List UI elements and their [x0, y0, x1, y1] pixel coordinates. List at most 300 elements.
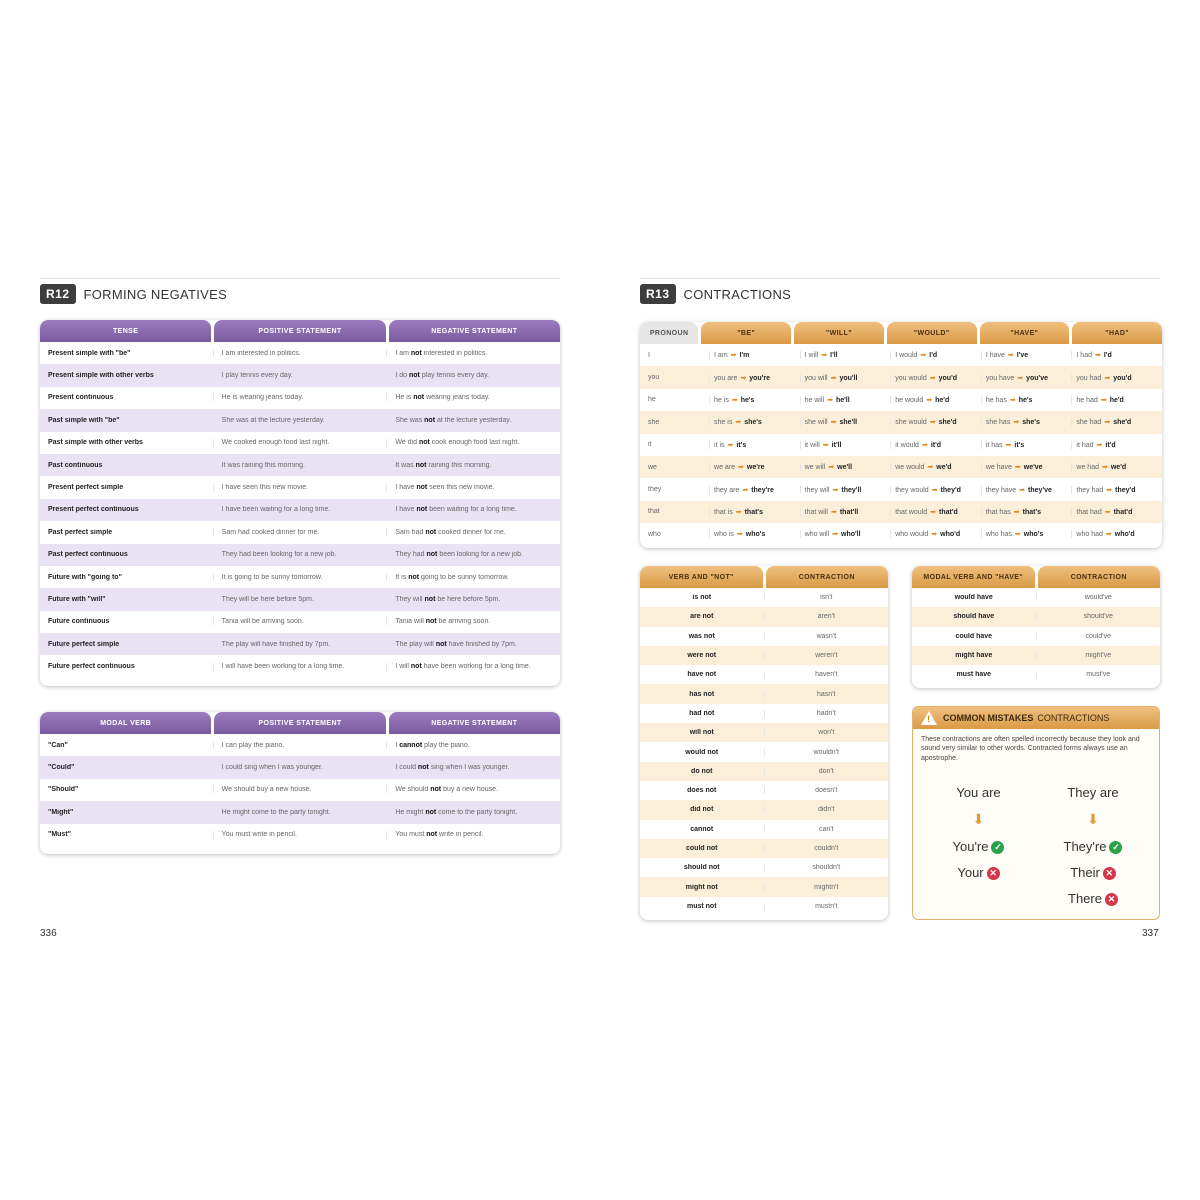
- correct-youre: [941, 839, 1016, 854]
- verb-form: could not: [686, 845, 718, 852]
- header-contraction: CONTRACTION: [1038, 566, 1161, 588]
- arrow-right-icon: ➡: [1104, 508, 1111, 516]
- table-row: [640, 523, 1162, 545]
- verb-form: might have: [955, 652, 993, 660]
- table-row: [40, 364, 560, 386]
- contraction-cell: [890, 486, 981, 494]
- contracted-form: she's: [1022, 419, 1040, 427]
- full-form: it had: [1076, 441, 1094, 449]
- table-row: [40, 342, 560, 364]
- contracted-form: I'm: [739, 352, 750, 360]
- full-form: he has: [985, 396, 1007, 404]
- contraction-cell: [1071, 486, 1162, 494]
- verb-form: would not: [685, 748, 719, 756]
- contraction-cell: [981, 396, 1072, 404]
- negation-word: not: [426, 551, 438, 559]
- contracted-form: he'll: [835, 396, 850, 404]
- full-form: she had: [1076, 419, 1102, 427]
- contraction-cell: [709, 396, 800, 404]
- table-row: [640, 501, 1162, 523]
- contracted-form: it's: [736, 441, 747, 449]
- full-form: they had: [1076, 486, 1104, 494]
- contracted-form: she'll: [839, 419, 858, 427]
- contraction: mustn't: [764, 903, 889, 910]
- negation-word: not: [408, 372, 420, 380]
- section-code: R13: [640, 284, 676, 304]
- contraction-cell: [800, 463, 891, 471]
- verb-form: was not: [688, 632, 715, 640]
- full-form: you had: [1076, 374, 1102, 382]
- positive-statement: I have been waiting for a long time.: [213, 506, 387, 513]
- arrow-right-icon: ➡: [920, 352, 927, 360]
- negation-word: not: [410, 349, 422, 357]
- contraction-cell: [890, 463, 981, 471]
- table-row: [40, 432, 560, 454]
- verb-form: cannot: [690, 825, 714, 833]
- arrow-right-icon: ➡: [738, 464, 744, 472]
- contractions-table: [640, 322, 1162, 548]
- arrow-right-icon: ➡: [740, 374, 747, 382]
- contracted-form: who'd: [1114, 531, 1135, 539]
- warning-icon: !: [921, 711, 937, 725]
- negation-word: not: [424, 595, 436, 603]
- table-row: [912, 627, 1160, 646]
- full-form: we are: [714, 464, 736, 472]
- positive-statement: You must write in pencil.: [213, 831, 387, 838]
- verb-form: could have: [955, 632, 993, 640]
- pronoun: they: [648, 486, 662, 494]
- table-header: [40, 320, 560, 342]
- contraction-cell: [709, 351, 800, 359]
- contracted-form: she'd: [938, 419, 957, 427]
- contraction-cell: [1071, 530, 1162, 538]
- positive-statement: I will have been working for a long time.: [213, 663, 387, 670]
- contraction-cell: [709, 463, 800, 471]
- verb-form: must not: [686, 902, 717, 910]
- contraction-cell: [800, 396, 891, 404]
- pronoun: he: [648, 396, 656, 404]
- arrow-right-icon: ➡: [1013, 419, 1020, 427]
- full-form: I had: [1076, 352, 1092, 360]
- negation-word: not: [416, 484, 428, 492]
- contraction: could've: [1036, 633, 1161, 640]
- negative-statement: I will not have been working for a long time.: [386, 663, 560, 670]
- header-modal-verb: MODAL VERB: [40, 712, 211, 734]
- contracted-form: that'd: [939, 508, 958, 516]
- full-form: who will: [804, 531, 830, 539]
- contraction: shouldn't: [764, 864, 889, 871]
- arrow-right-icon: ➡: [827, 396, 833, 404]
- full-form: we will: [804, 464, 826, 472]
- arrow-right-icon: ➡: [821, 352, 828, 360]
- negative-statement: I cannot play the piano.: [386, 742, 560, 749]
- wrong-there: [1053, 891, 1133, 906]
- full-form: I would: [895, 352, 918, 360]
- header-positive: POSITIVE STATEMENT: [214, 320, 385, 342]
- contraction: might've: [1036, 652, 1161, 659]
- negative-statement: You must not write in pencil.: [386, 831, 560, 838]
- contraction: can't: [764, 826, 889, 833]
- wrong-word: Your: [957, 865, 984, 880]
- table-row: [40, 521, 560, 543]
- row-label: Future continuous: [48, 618, 110, 626]
- full-form: she will: [804, 419, 828, 427]
- arrow-right-icon: ➡: [1100, 396, 1107, 404]
- contracted-form: that's: [744, 508, 763, 516]
- row-label: Present perfect continuous: [48, 506, 139, 514]
- full-form: it will: [804, 441, 820, 449]
- full-form: it has: [985, 441, 1003, 449]
- arrow-right-icon: ➡: [931, 486, 938, 494]
- negation-word: not: [408, 573, 420, 581]
- arrow-right-icon: ➡: [822, 441, 829, 449]
- contracted-form: who'd: [940, 531, 961, 539]
- contraction-cell: [981, 418, 1072, 426]
- full-form: that has: [985, 508, 1011, 516]
- contraction-cell: [981, 508, 1072, 516]
- table-row: [40, 387, 560, 409]
- row-label: "Must": [48, 831, 71, 839]
- positive-statement: We cooked enough food last night.: [213, 439, 387, 446]
- table-row: [640, 762, 888, 781]
- contraction: hasn't: [764, 691, 889, 698]
- header-would: "WOULD": [887, 322, 977, 344]
- contraction-cell: [800, 441, 891, 449]
- arrow-right-icon: ➡: [930, 508, 937, 516]
- arrow-right-icon: ➡: [927, 464, 934, 472]
- full-form: they would: [895, 486, 929, 494]
- table-row: [40, 756, 560, 778]
- table-row: [40, 779, 560, 801]
- contraction-cell: [709, 374, 800, 382]
- negative-statement: She was not at the lecture yesterday.: [386, 417, 560, 424]
- contracted-form: I've: [1016, 352, 1029, 360]
- contraction-cell: [890, 418, 981, 426]
- negative-statement: We did not cook enough food last night.: [386, 439, 560, 446]
- contracted-form: I'd: [1103, 352, 1112, 360]
- negation-word: not: [413, 394, 425, 402]
- contraction-cell: [981, 530, 1072, 538]
- section-title: FORMING NEGATIVES: [83, 286, 228, 302]
- contraction: wouldn't: [764, 749, 889, 756]
- table-row: [40, 633, 560, 655]
- table-row: [640, 588, 888, 607]
- arrow-right-icon: ➡: [832, 486, 839, 494]
- table-row: [40, 544, 560, 566]
- contraction: would've: [1036, 594, 1161, 601]
- full-form: we would: [895, 464, 925, 472]
- wrong-word: There: [1068, 891, 1102, 906]
- negation-word: not: [425, 808, 437, 816]
- contracted-form: he'd: [935, 396, 950, 404]
- arrow-right-icon: ➡: [1014, 531, 1021, 539]
- contraction: should've: [1036, 613, 1161, 620]
- arrow-right-icon: ➡: [742, 486, 749, 494]
- contraction-cell: [1071, 351, 1162, 359]
- table-row: [640, 820, 888, 839]
- positive-statement: Sam had cooked dinner for me.: [213, 529, 387, 536]
- arrow-right-icon: ➡: [830, 419, 837, 427]
- arrow-right-icon: ➡: [727, 441, 734, 449]
- contracted-form: you're: [749, 374, 770, 382]
- verb-form: will not: [689, 729, 714, 737]
- pronoun: you: [648, 374, 660, 382]
- phrase-you-are: You are: [956, 785, 1001, 800]
- negative-statement: I am not interested in politics.: [386, 350, 560, 357]
- contracted-form: they're: [751, 486, 774, 494]
- contraction-cell: [800, 418, 891, 426]
- header-modal-have: MODAL VERB AND "HAVE": [912, 566, 1035, 588]
- negative-statement: He might not come to the party tonight.: [386, 809, 560, 816]
- full-form: that is: [714, 508, 733, 516]
- negation-word: not: [425, 618, 437, 626]
- modal-verb-table: [40, 712, 560, 854]
- contraction-cell: [890, 508, 981, 516]
- contraction: doesn't: [764, 787, 889, 794]
- contracted-form: that'll: [839, 508, 859, 516]
- common-mistakes-header: [913, 707, 1159, 729]
- contracted-form: you've: [1026, 374, 1049, 382]
- header-tense: TENSE: [40, 320, 211, 342]
- table-row: [640, 665, 888, 684]
- negative-statement: I have not been waiting for a long time.: [386, 506, 560, 513]
- contracted-form: she'd: [1113, 419, 1132, 427]
- contraction: didn't: [764, 806, 889, 813]
- row-label: Present simple with "be": [48, 349, 131, 357]
- pronoun: it: [648, 441, 652, 449]
- arrow-right-icon: ➡: [1017, 374, 1024, 382]
- contraction-cell: [1071, 418, 1162, 426]
- verb-form: had not: [689, 709, 715, 717]
- contraction: don't: [764, 768, 889, 775]
- table-row: [40, 824, 560, 846]
- full-form: she is: [714, 419, 733, 427]
- negative-statement: They will not be here before 5pm.: [386, 596, 560, 603]
- header-verb-not: VERB AND "NOT": [640, 566, 763, 588]
- full-form: she would: [895, 419, 927, 427]
- negative-statement: It is not going to be sunny tomorrow.: [386, 574, 560, 581]
- arrow-right-icon: ➡: [735, 419, 742, 427]
- table-row: [912, 646, 1160, 665]
- contraction-cell: [981, 351, 1072, 359]
- contraction-cell: [709, 441, 800, 449]
- arrow-right-icon: ➡: [1096, 441, 1103, 449]
- full-form: he will: [804, 396, 825, 404]
- positive-statement: We should buy a new house.: [213, 786, 387, 793]
- table-header: [912, 566, 1160, 588]
- header-negative: NEGATIVE STATEMENT: [389, 712, 560, 734]
- table-row: [640, 344, 1162, 366]
- modal-have-table: [912, 566, 1160, 688]
- full-form: I will: [804, 352, 819, 360]
- positive-statement: He is wearing jeans today.: [213, 394, 387, 401]
- positive-statement: It is going to be sunny tomorrow.: [213, 574, 387, 581]
- verb-form: did not: [690, 806, 714, 814]
- contraction-cell: [800, 530, 891, 538]
- table-row: [640, 411, 1162, 433]
- contracted-form: I'd: [929, 352, 938, 360]
- arrow-right-icon: ➡: [731, 396, 738, 404]
- row-label: Past simple with other verbs: [48, 439, 143, 447]
- header-contraction: CONTRACTION: [766, 566, 889, 588]
- contraction-cell: [709, 508, 800, 516]
- contraction: won't: [764, 729, 889, 736]
- section-code: R12: [40, 284, 76, 304]
- arrow-right-icon: ➡: [1101, 464, 1108, 472]
- contracted-form: they'd: [1115, 486, 1136, 494]
- full-form: he had: [1076, 396, 1098, 404]
- row-label: "Could": [48, 764, 75, 772]
- full-form: you are: [714, 374, 738, 382]
- verb-not-table: [640, 566, 888, 920]
- contraction: haven't: [764, 671, 889, 678]
- contraction-cell: [890, 351, 981, 359]
- table-row: [640, 897, 888, 916]
- arrow-right-icon: ➡: [1019, 486, 1026, 494]
- full-form: they will: [804, 486, 830, 494]
- contracted-form: who's: [745, 531, 766, 539]
- negative-statement: It was not raining this morning.: [386, 462, 560, 469]
- section-header-r13: [640, 282, 1160, 306]
- arrow-right-icon: ➡: [1106, 486, 1113, 494]
- section-title: CONTRACTIONS: [683, 286, 792, 302]
- pronoun: I: [648, 351, 650, 359]
- arrow-right-icon: ➡: [926, 396, 933, 404]
- verb-form: have not: [687, 671, 717, 679]
- contracted-form: it'll: [831, 441, 842, 449]
- full-form: they have: [985, 486, 1017, 494]
- wrong-your: [941, 865, 1016, 880]
- contracted-form: I'll: [830, 352, 838, 360]
- verb-form: are not: [690, 613, 714, 621]
- full-form: that would: [895, 508, 928, 516]
- contracted-form: you'd: [1113, 374, 1132, 382]
- row-label: "Can": [48, 741, 68, 749]
- full-form: I am: [714, 352, 728, 360]
- negative-statement: He is not wearing jeans today.: [386, 394, 560, 401]
- contraction-cell: [800, 351, 891, 359]
- full-form: we had: [1076, 464, 1099, 472]
- header-pronoun: PRONOUN: [640, 322, 698, 344]
- row-label: Future perfect continuous: [48, 663, 135, 671]
- contracted-form: they've: [1028, 486, 1052, 494]
- contraction-cell: [709, 486, 800, 494]
- contraction: couldn't: [764, 845, 889, 852]
- row-label: Past perfect simple: [48, 528, 113, 536]
- contracted-form: we'd: [936, 464, 952, 472]
- full-form: that had: [1076, 508, 1102, 516]
- row-label: Past perfect continuous: [48, 551, 128, 559]
- contracted-form: they'd: [940, 486, 961, 494]
- contraction-cell: [1071, 508, 1162, 516]
- contracted-form: you'd: [938, 374, 958, 382]
- table-row: [640, 627, 888, 646]
- contraction-cell: [890, 374, 981, 382]
- contraction: must've: [1036, 671, 1161, 678]
- full-form: you would: [895, 374, 927, 382]
- positive-statement: I am interested in politics.: [213, 350, 387, 357]
- arrow-right-icon: ➡: [1104, 374, 1111, 382]
- contracted-form: it'd: [1105, 441, 1116, 449]
- positive-statement: I play tennis every day.: [213, 372, 387, 379]
- header-had: "HAD": [1072, 322, 1162, 344]
- header-will: "WILL": [794, 322, 884, 344]
- verb-form: should not: [683, 864, 720, 872]
- verb-form: were not: [687, 652, 717, 660]
- cross-icon: ✕: [1103, 867, 1116, 880]
- table-row: [640, 434, 1162, 456]
- table-row: [40, 476, 560, 498]
- table-row: [640, 607, 888, 626]
- pronoun: we: [648, 463, 657, 471]
- table-row: [40, 611, 560, 633]
- negation-word: not: [410, 663, 422, 671]
- table-row: [640, 839, 888, 858]
- verb-form: is not: [692, 594, 712, 602]
- contracted-form: we'll: [837, 464, 853, 472]
- verb-form: must have: [956, 671, 992, 679]
- arrow-right-icon: ➡: [832, 531, 839, 539]
- full-form: it would: [895, 441, 919, 449]
- contracted-form: she's: [744, 419, 762, 427]
- row-label: "Might": [48, 808, 74, 816]
- table-row: [640, 742, 888, 761]
- check-icon: ✓: [991, 841, 1004, 854]
- arrow-down-icon: ⬇: [1087, 811, 1099, 827]
- arrow-right-icon: ➡: [1105, 531, 1112, 539]
- row-label: Present simple with other verbs: [48, 372, 154, 380]
- contraction: mightn't: [764, 884, 889, 891]
- verb-form: has not: [689, 690, 715, 698]
- negation-word: not: [417, 764, 429, 772]
- negation-word: not: [430, 786, 442, 794]
- negative-statement: The play will not have finished by 7pm.: [386, 641, 560, 648]
- negation-word: not: [424, 416, 436, 424]
- negation-word: not: [415, 461, 427, 469]
- contraction-cell: [800, 508, 891, 516]
- contraction-cell: [1071, 374, 1162, 382]
- full-form: that will: [804, 508, 828, 516]
- arrow-right-icon: ➡: [921, 441, 928, 449]
- contracted-form: it's: [1014, 441, 1025, 449]
- table-row: [640, 684, 888, 703]
- cross-icon: ✕: [1105, 893, 1118, 906]
- header-be: "BE": [701, 322, 791, 344]
- contraction-cell: [1071, 463, 1162, 471]
- table-header: [640, 566, 888, 588]
- table-row: [640, 800, 888, 819]
- contracted-form: who's: [1023, 531, 1044, 539]
- mistakes-description: These contractions are often spelled incorrectly because they look and sound very similar to other words. Contracted forms always use an apostrophe.: [921, 736, 1140, 762]
- negation-word: not: [416, 506, 428, 514]
- table-row: [912, 588, 1160, 607]
- arrow-right-icon: ➡: [1013, 508, 1020, 516]
- contracted-form: that'd: [1113, 508, 1133, 516]
- arrow-right-icon: ➡: [735, 508, 742, 516]
- contraction: weren't: [764, 652, 889, 659]
- contracted-form: we're: [746, 464, 765, 472]
- negative-statement: I could not sing when I was younger.: [386, 764, 560, 771]
- table-row: [640, 704, 888, 723]
- arrow-right-icon: ➡: [929, 374, 936, 382]
- pronoun: she: [648, 418, 660, 426]
- negative-statement: They had not been looking for a new job.: [386, 551, 560, 558]
- negation-word: cannot: [399, 741, 423, 749]
- table-row: [40, 454, 560, 476]
- contracted-form: they'll: [841, 486, 862, 494]
- positive-statement: The play will have finished by 7pm.: [213, 641, 387, 648]
- positive-statement: He might come to the party tonight.: [213, 809, 387, 816]
